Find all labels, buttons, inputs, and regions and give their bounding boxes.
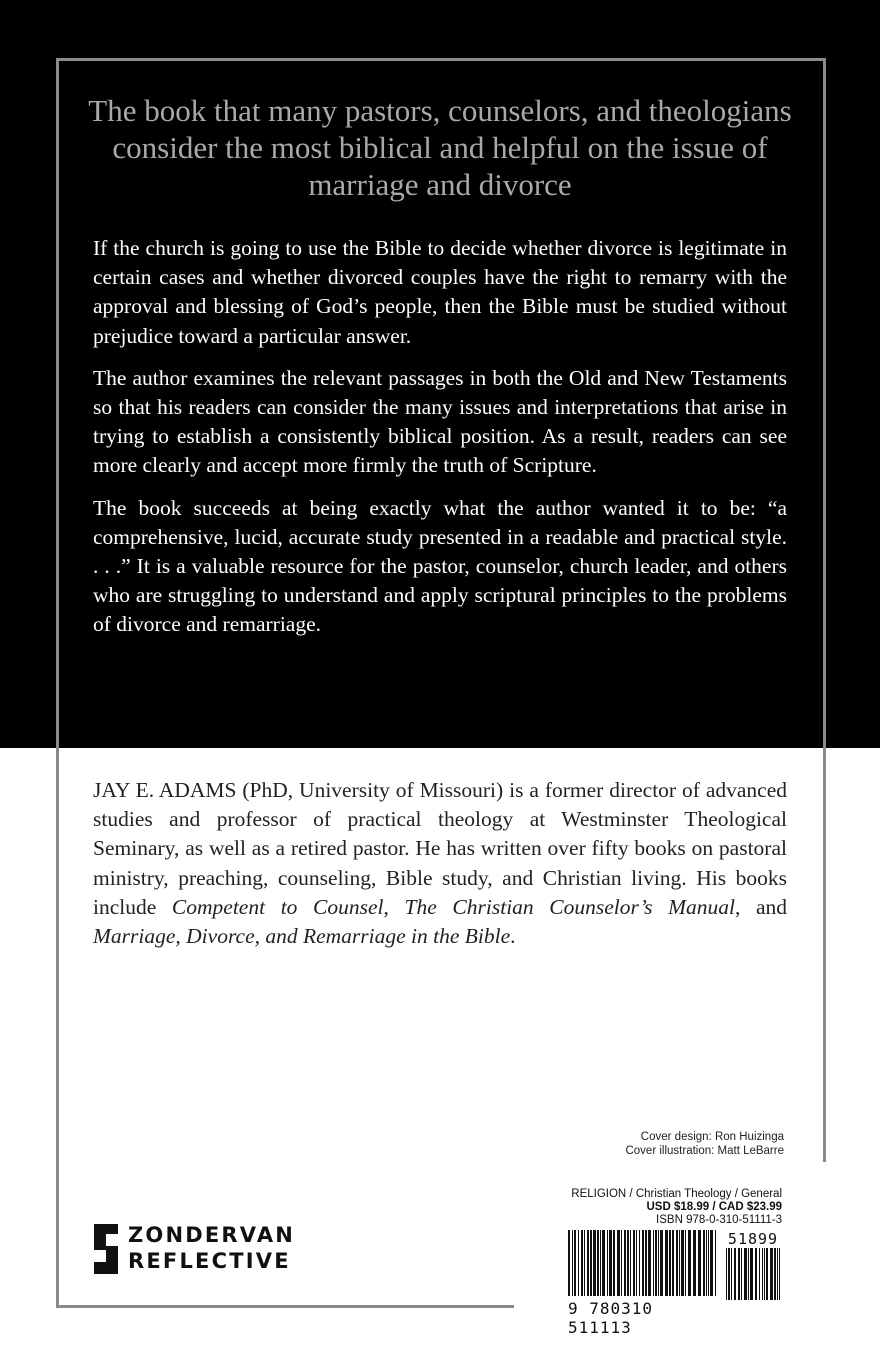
book-title-3: Marriage, Divorce, and Remarriage in the Bible xyxy=(93,924,511,949)
blurb-paragraph-1: If the church is going to use the Bible to decide whether divorce is legitimate in certain cases and whether divorced couples have the right to remarry with the approval and blessing of God’s people, then the Bible must be studied without prejudice toward a particular answer. xyxy=(93,236,787,348)
cover-illustration-credit: Cover illustration: Matt LeBarre xyxy=(625,1145,784,1157)
tagline: The book that many pastors, counselors, and theologians consider the most biblical and helpful on the issue of marriage and divorce xyxy=(88,93,792,202)
blurb xyxy=(93,234,787,653)
frame-line-bottom xyxy=(56,1305,514,1308)
book-title-2: The Christian Counselor’s Manual xyxy=(404,894,735,919)
book-title-1: Competent to Counsel xyxy=(171,894,384,919)
author-bio-end: . xyxy=(510,924,516,949)
frame-line-top xyxy=(56,58,826,61)
author-bio-text: JAY E. ADAMS (PhD, University of Missouri) is a former director of advanced studies and professor of practical theology at Westminster Theological Seminary, as well as a retired pastor. He has written over fifty books on pastoral ministry, preaching, counseling, Bible study, and Christian living. His books include xyxy=(93,778,787,919)
author-bio-sep-1: , xyxy=(383,894,405,919)
blurb-paragraph-2: The author examines the relevant passages in both the Old and New Testaments so that his readers can consider the many issues and interpretations that arise in trying to establish a consistently biblical position. As a result, readers can see more clearly and accept more firmly the truth of Scripture. xyxy=(93,365,787,478)
publisher-imprint: REFLECTIVE xyxy=(128,1249,291,1273)
frame-line-right xyxy=(823,58,826,1162)
zondervan-mark-icon xyxy=(94,1224,118,1274)
blurb-paragraph-3: The book succeeds at being exactly what the author wanted it to be: “a comprehensive, lucid, accurate study presented in a readable and practical style. . . .” It is a valuable resource for the pastor, counselor, church leader, and others who are struggling to understand and apply scriptural principles to the problems of divorce and remarriage. xyxy=(93,495,787,637)
bisac-category: RELIGION / Christian Theology / General xyxy=(571,1188,782,1200)
frame-line-left xyxy=(56,58,59,1308)
barcode-area xyxy=(566,1186,788,1337)
barcode-digits: 9 780310 511113 xyxy=(568,1299,654,1337)
price-line: USD $18.99 / CAD $23.99 xyxy=(646,1201,782,1213)
publisher-name: ZONDERVAN xyxy=(128,1223,296,1247)
isbn-line: ISBN 978-0-310-51111-3 xyxy=(656,1214,782,1226)
barcode-addon-digits: 51899 xyxy=(727,1230,779,1248)
author-bio xyxy=(93,776,787,951)
cover-credits xyxy=(560,1130,784,1158)
publisher-logo xyxy=(94,1222,334,1274)
author-bio-sep-2: , and xyxy=(734,894,787,919)
cover-design-credit: Cover design: Ron Huizinga xyxy=(640,1131,784,1143)
